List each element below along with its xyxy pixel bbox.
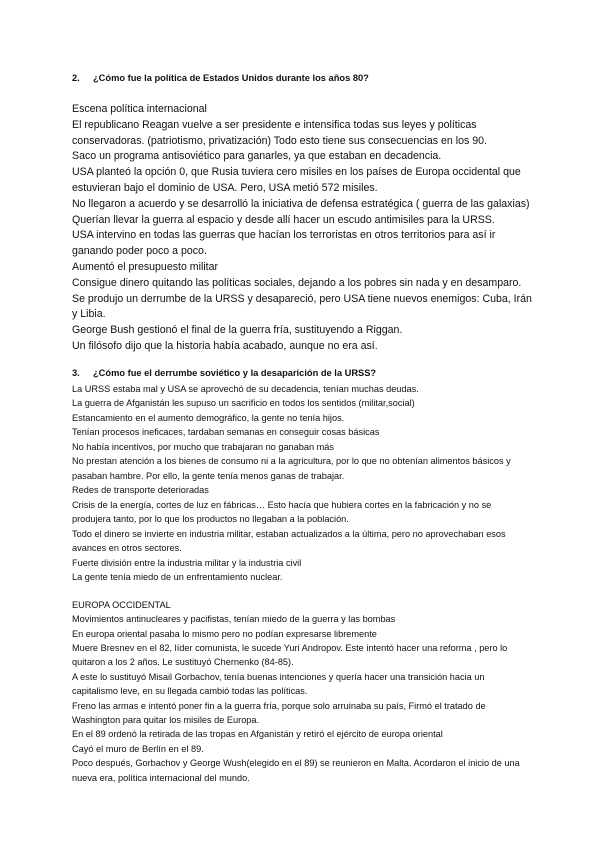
section-4-title: EUROPA OCCIDENTAL <box>72 599 171 610</box>
paragraph: En el 89 ordenó la retirada de las tropas en Afganistán y retiró el ejército de europa oriental <box>72 729 443 740</box>
section-4-body <box>72 598 532 785</box>
paragraph: No llegaron a acuerdo y se desarrolló la iniciativa de defensa estratégica ( guerra de las galaxias) Querían llevar la guerra al espacio y desde allí hacer un escudo antimisiles para la URSS. <box>72 197 530 226</box>
paragraph: La URSS estaba mal y USA se aprovechó de su decadencia, tenían muchas deudas. <box>72 383 419 394</box>
paragraph: Movimientos antinucleares y pacifistas, tenían miedo de la guerra y las bombas <box>72 614 396 625</box>
paragraph: Consigue dinero quitando las políticas sociales, dejando a los pobres sin nada y en desamparo. <box>72 276 522 289</box>
question-3-title: ¿Cómo fue el derrumbe soviético y la desaparición de la URSS? <box>93 367 377 378</box>
paragraph: USA planteó la opción 0, que Rusia tuviera cero misiles en los países de Europa occidental que estuvieran bajo el dominio de USA. Pero, USA metió 572 misiles. <box>72 166 521 194</box>
section-2-body <box>72 102 532 355</box>
paragraph: Un filósofo dijo que la historia había acabado, aunque no era así. <box>72 339 378 352</box>
paragraph: Aumentó el presupuesto militar <box>72 260 219 273</box>
paragraph: Tenían procesos ineficaces, tardaban semanas en conseguir cosas básicas <box>72 427 380 438</box>
paragraph: El republicano Reagan vuelve a ser presidente e intensifica todas sus leyes y políticas conservadoras. (patriotismo, privatización) Todo esto tiene sus consecuencias en los 90. <box>72 118 487 147</box>
question-2-title: ¿Cómo fue la política de Estados Unidos durante los años 80? <box>93 73 369 83</box>
paragraph: USA intervino en todas las guerras que hacían los terroristas en otros territorios para así ir ganando poder poco a poco. <box>72 229 496 258</box>
paragraph: Estancamiento en el aumento demográfico, la gente no tenía hijos. <box>72 412 345 423</box>
paragraph: Freno las armas e intentó poner fin a la guerra fría, porque solo arruinaba su país, Firmó el tratado de Washington para quitar los misiles de Europa. <box>72 700 486 725</box>
paragraph: Todo el dinero se invierte en industria militar, estaban actualizados a la última, pero no aprovechaban esos avances en otros sectores. <box>72 528 506 554</box>
paragraph: La guerra de Afganistán les supuso un sacrificio en todos los sentidos (militar,social) <box>72 398 415 409</box>
paragraph: Poco después, Gorbachov y George Wush(elegido en el 89) se reunieron en Malta. Acordaron el inicio de una nueva era, política internacional del mundo. <box>72 758 520 783</box>
paragraph: Saco un programa antisoviético para ganarles, ya que estaban en decadencia. <box>72 150 442 163</box>
paragraph: Crisis de la energía, cortes de luz en fábricas… Esto hacía que hubiera cortes en la fabricación y no se produjera tanto, por lo que los productos no llegaban a la población. <box>72 499 492 525</box>
question-2-number: 2. <box>72 73 80 83</box>
paragraph: Redes de transporte deterioradas <box>72 485 209 496</box>
paragraph: Fuerte división entre la industria militar y la industria civil <box>72 557 302 568</box>
paragraph: En europa oriental pasaba lo mismo pero no podían expresarse libremente <box>72 628 377 639</box>
paragraph: Se produjo un derrumbe de la URSS y desapareció, pero USA tiene nuevos enemigos: Cuba, Irán y Libia. <box>72 292 532 321</box>
question-3-heading <box>72 367 532 379</box>
question-3-number: 3. <box>72 367 80 378</box>
document-page <box>72 72 532 785</box>
paragraph: No había incentivos, por mucho que trabajaran no ganaban más <box>72 441 335 452</box>
paragraph: La gente tenía miedo de un enfrentamiento nuclear. <box>72 572 283 583</box>
paragraph: No prestan atención a los bienes de consumo ni a la agricultura, por lo que no obtenían alimentos básicos y pasaban hambre. Por ello, la gente tenía menos ganas de trabajar. <box>72 456 511 481</box>
question-2-heading <box>72 72 532 84</box>
paragraph: Muere Bresnev en el 82, líder comunista, le sucede Yuri Andropov. Este intentó hacer una reforma , pero lo quitaron a los 2 años. Le sustituyó Chernenko (84-85). <box>72 642 508 668</box>
paragraph: George Bush gestionó el final de la guerra fría, sustituyendo a Riggan. <box>72 324 403 337</box>
paragraph: Cayó el muro de Berlín en el 89. <box>72 743 204 754</box>
paragraph: Escena política internacional <box>72 103 207 115</box>
section-3-body <box>72 382 532 585</box>
paragraph: A este lo sustituyó Misail Gorbachov, tenía buenas intenciones y quería hacer una transición hacia un capitalismo leve, en su llegada cambió todas las políticas. <box>72 671 485 697</box>
